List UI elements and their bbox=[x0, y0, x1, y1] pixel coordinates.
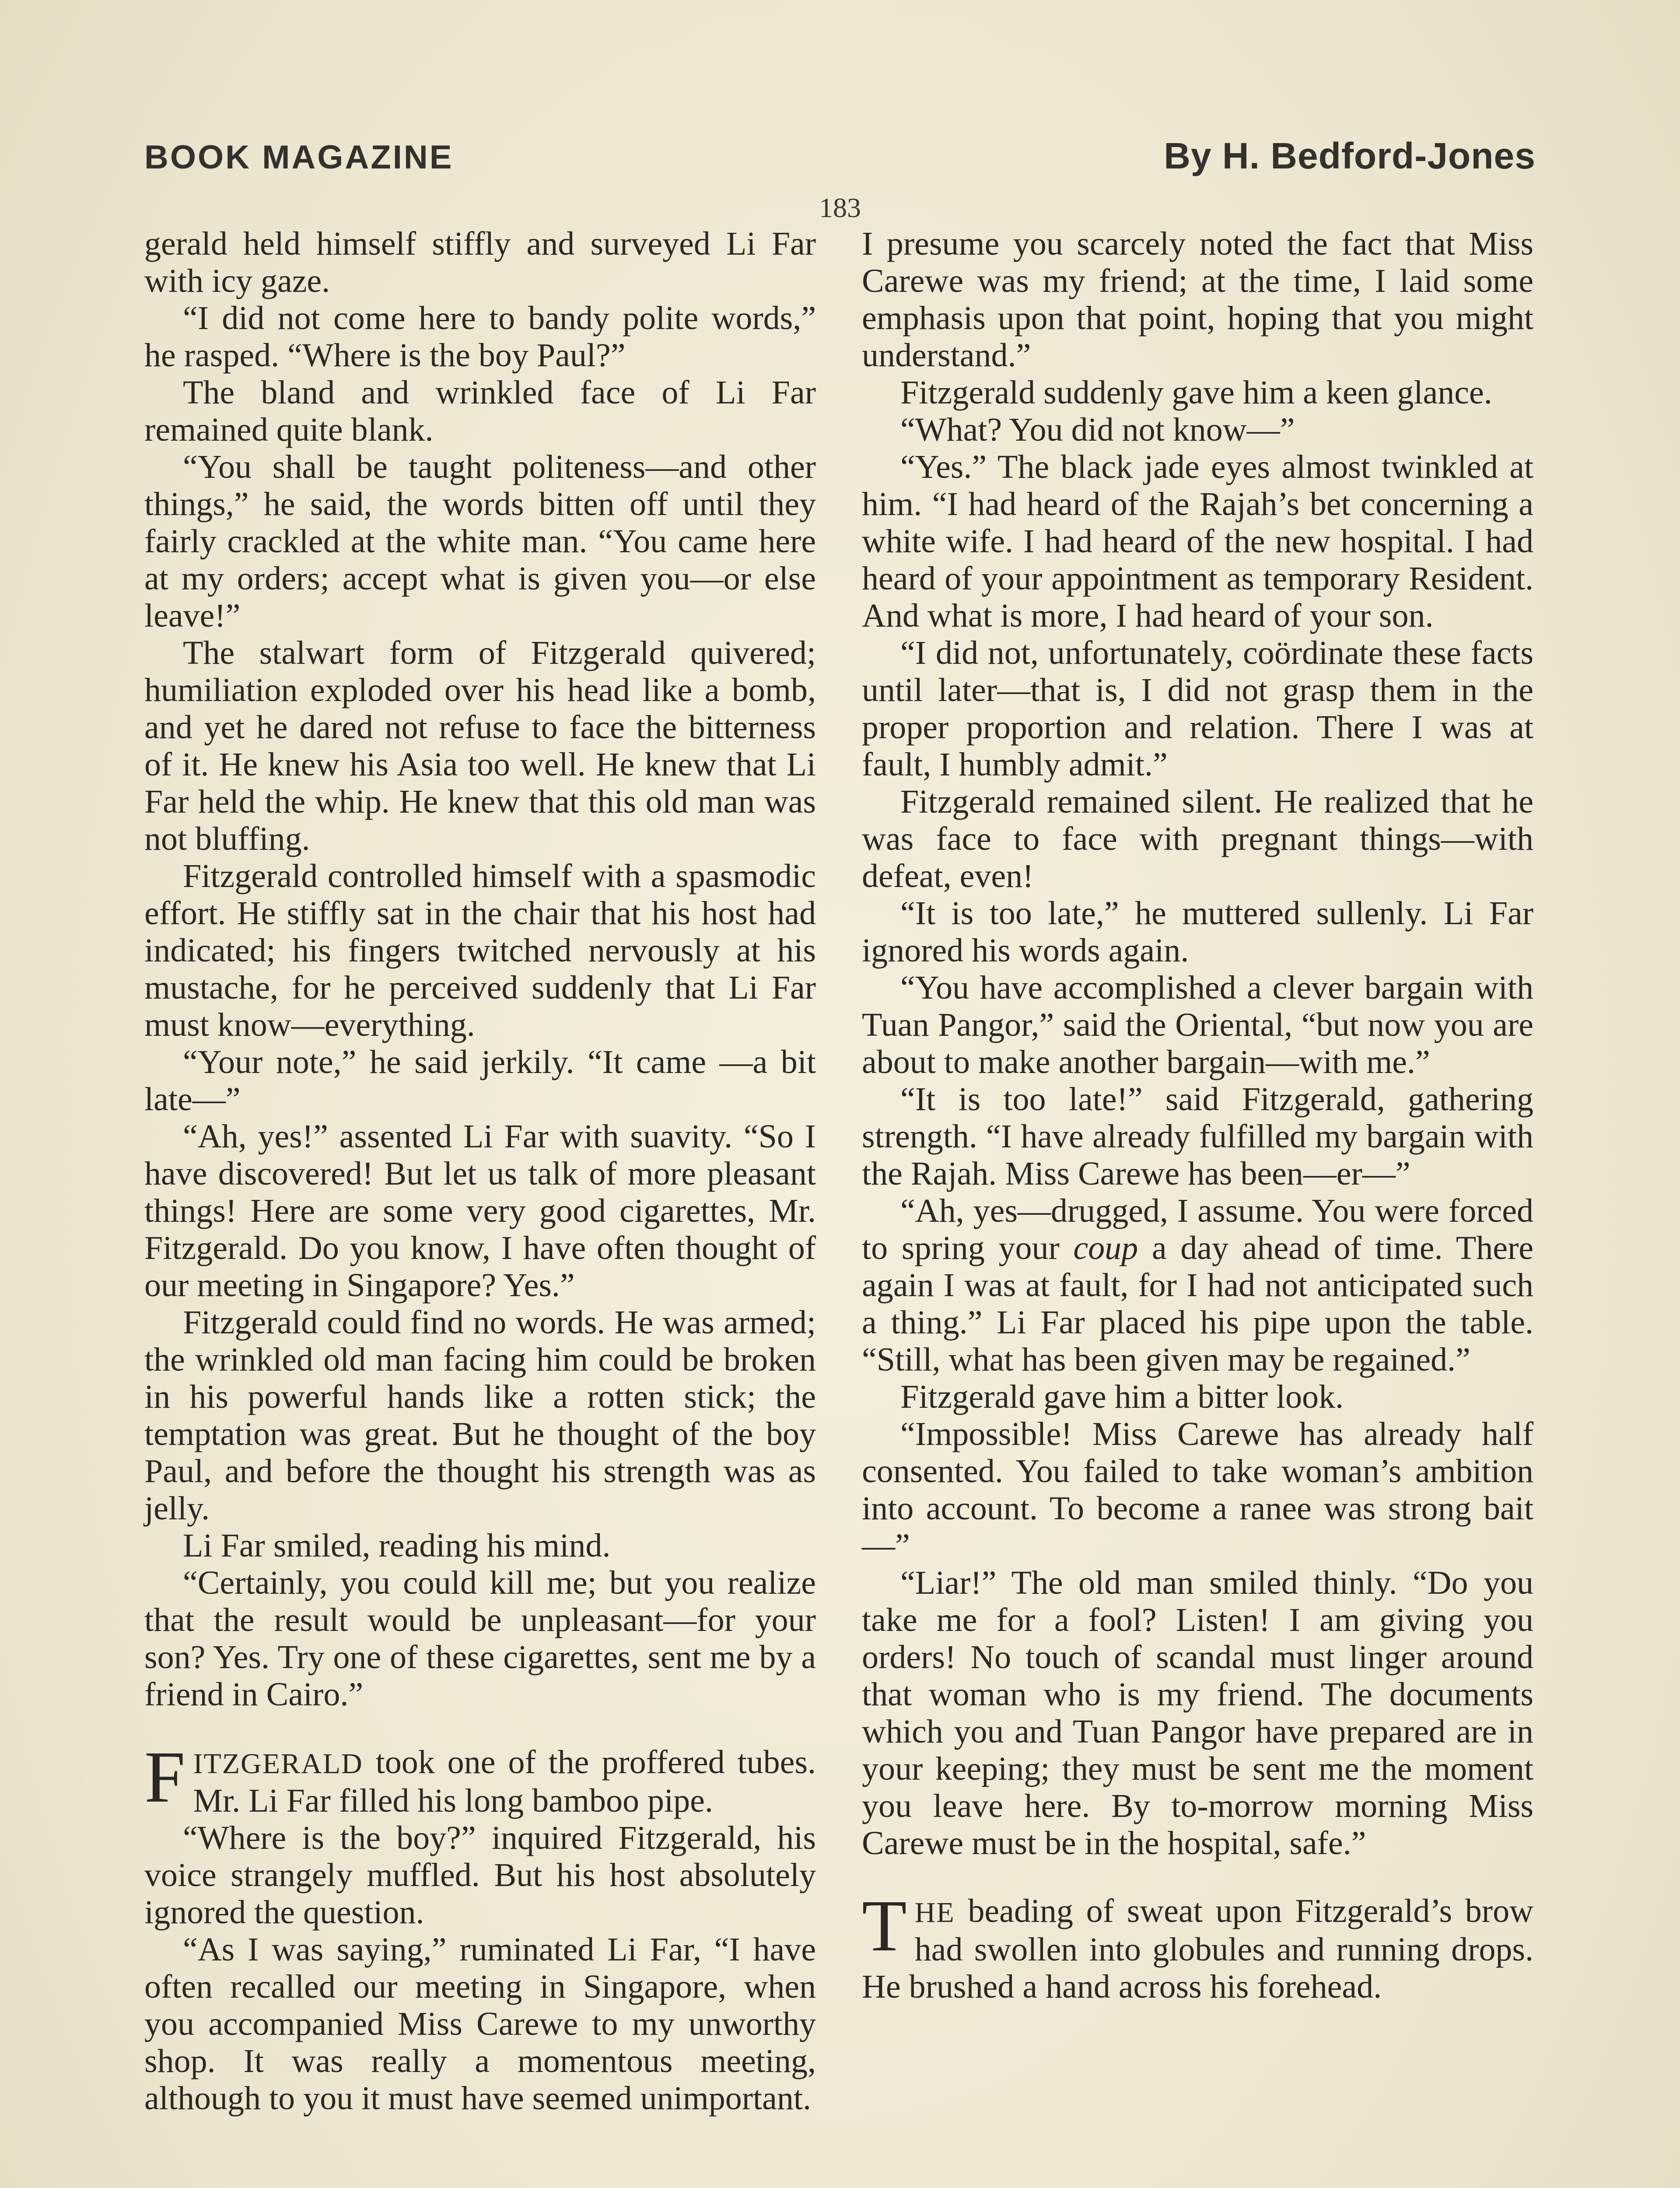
paragraph: “What? You did not know—” bbox=[900, 411, 1295, 448]
running-head bbox=[144, 135, 1536, 177]
paragraph: The stalwart form of Fitzgerald quivered; humiliation exploded over his head like a bomb, and yet he dared not refuse to face the bitterness of it. He knew his Asia too well. He knew that Li Far held the whip. He knew that this old man was not bluffing. bbox=[144, 635, 816, 857]
paragraph: “I did not come here to bandy polite words,” he rasped. “Where is the boy Paul?” bbox=[144, 300, 816, 374]
section-opening-paragraph bbox=[144, 1736, 816, 1820]
paragraph: Fitzgerald gave him a bitter look. bbox=[900, 1378, 1344, 1415]
left-column bbox=[144, 225, 816, 2117]
magazine-title: BOOK MAGAZINE bbox=[144, 139, 454, 176]
small-caps-lead: ITZGERALD bbox=[193, 1748, 363, 1780]
paragraph: I presume you scarcely noted the fact that Miss Carewe was my friend; at the time, I laid some emphasis upon that point, hoping that you might understand.” bbox=[862, 225, 1533, 374]
paragraph: “You shall be taught politeness—and other things,” he said, the words bitten off until they fairly crackled at the white man. “You came here at my orders; accept what is given you—or else leave!” bbox=[144, 449, 816, 634]
paragraph-text: beading of sweat upon Fitzgerald’s brow had swollen into globules and running drops. He brushed a hand across his forehead. bbox=[862, 1893, 1533, 2005]
paragraph: “Where is the boy?” inquired Fitzgerald, his voice strangely muffled. But his host absolutely ignored the question. bbox=[144, 1820, 816, 1931]
paragraph: “Certainly, you could kill me; but you realize that the result would be unpleasant—for your son? Yes. Try one of these cigarettes, sent me by a friend in Cairo.” bbox=[144, 1564, 816, 1713]
paragraph: “It is too late,” he muttered sullenly. Li Far ignored his words again. bbox=[862, 895, 1533, 969]
paragraph: Fitzgerald suddenly gave him a keen glance. bbox=[900, 374, 1492, 411]
right-column bbox=[862, 225, 1533, 2006]
paragraph: “Ah, yes!” assented Li Far with suavity. “So I have discovered! But let us talk of more pleasant things! Here are some very good cigarettes, Mr. Fitzgerald. Do you know, I have often thought of our meeting in Singapore? Yes.” bbox=[144, 1118, 816, 1304]
paragraph: Fitzgerald controlled himself with a spasmodic effort. He stiffly sat in the chair that his host had indicated; his fingers twitched nervously at his mustache, for he perceived suddenly that Li Far must know—everything. bbox=[144, 858, 816, 1043]
paragraph-text: a day ahead of time. There again I was at fault, for I had not anticipated such a thing.” Li Far placed his pipe upon the table. “Still, what has been given may be regained.” bbox=[862, 1230, 1533, 1378]
paragraph: “I did not, unfortunately, coördinate these facts until later—that is, I did not grasp them in the proper proportion and relation. There I was at fault, I humbly admit.” bbox=[862, 635, 1533, 783]
paragraph: “Liar!” The old man smiled thinly. “Do you take me for a fool? Listen! I am giving you orders! No touch of scandal must linger around that woman who is my friend. The documents which you and Tuan Pangor have prepared are in your keeping; they must be sent me the moment you leave here. By to-morrow morning Miss Carewe must be in the hospital, safe.” bbox=[862, 1564, 1533, 1862]
page-number: 183 bbox=[819, 192, 861, 223]
paragraph-text: took one of the proffered tubes. Mr. Li Far filled his long bamboo pipe. bbox=[193, 1744, 816, 1819]
small-caps-lead: HE bbox=[914, 1897, 955, 1929]
paragraph: “Impossible! Miss Carewe has already half consented. You failed to take woman’s ambition into account. To become a ranee was strong bait—” bbox=[862, 1416, 1533, 1564]
paragraph bbox=[862, 1192, 1533, 1378]
paragraph: gerald held himself stiffly and surveyed Li Far with icy gaze. bbox=[144, 225, 816, 299]
paragraph: “Your note,” he said jerkily. “It came —a bit late—” bbox=[144, 1044, 816, 1118]
paragraph: “It is too late!” said Fitzgerald, gathering strength. “I have already fulfilled my bargain with the Rajah. Miss Carewe has been—er—” bbox=[862, 1081, 1533, 1192]
section-opening-paragraph bbox=[862, 1885, 1533, 2006]
italic-word: coup bbox=[1073, 1230, 1138, 1266]
paragraph: Li Far smiled, reading his mind. bbox=[183, 1527, 611, 1564]
paragraph: The bland and wrinkled face of Li Far remained quite blank. bbox=[144, 374, 816, 448]
paragraph: Fitzgerald could find no words. He was armed; the wrinkled old man facing him could be broken in his powerful hands like a rotten stick; the temptation was great. But he thought of the boy Paul, and before the thought his strength was as jelly. bbox=[144, 1304, 816, 1527]
paragraph: “Yes.” The black jade eyes almost twinkled at him. “I had heard of the Rajah’s bet concerning a white wife. I had heard of the new hospital. I had heard of your appointment as temporary Resident. And what is more, I had heard of your son. bbox=[862, 449, 1533, 634]
paragraph: “As I was saying,” ruminated Li Far, “I have often recalled our meeting in Singapore, when you accompanied Miss Carewe to my unworthy shop. It was really a momentous meeting, although to you it must have seemed unimportant. bbox=[144, 1931, 816, 2117]
drop-cap: F bbox=[144, 1736, 186, 1818]
author-byline: By H. Bedford-Jones bbox=[1164, 135, 1536, 176]
paragraph: Fitzgerald remained silent. He realized that he was face to face with pregnant things—with defeat, even! bbox=[862, 783, 1533, 894]
paragraph: “You have accomplished a clever bargain with Tuan Pangor,” said the Oriental, “but now you are about to make another bargain—with me.” bbox=[862, 969, 1533, 1080]
paragraph-text: “Ah, yes—drugged, I assume. You were forced to spring your bbox=[862, 1192, 1533, 1266]
drop-cap: T bbox=[862, 1885, 907, 1967]
